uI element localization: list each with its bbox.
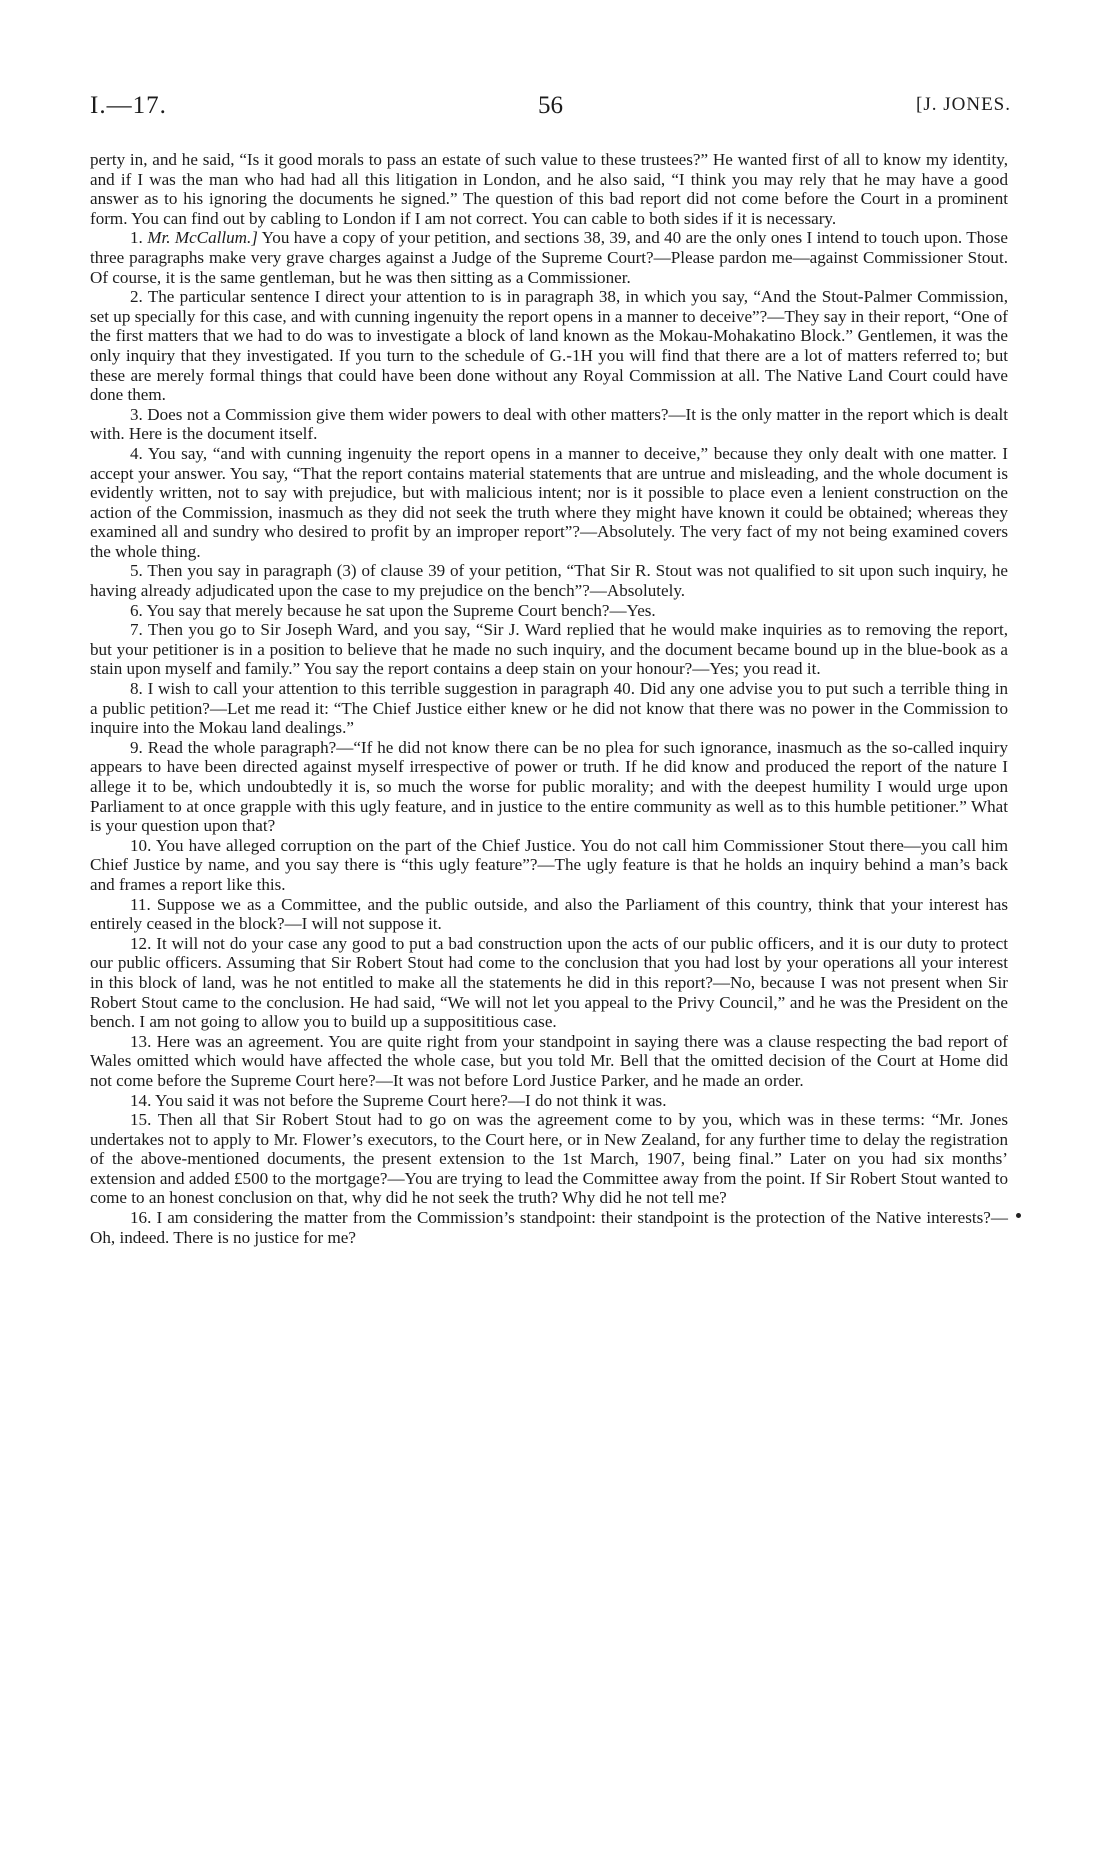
question-10: 10. You have alleged corruption on the part of the Chief Justice. You do not call him Commissioner Stout there—you call him Chief Justice by name, and you say there is “this ugly feature”?—The ugly feature is that he holds an inquiry behind a man’s back and frames a report like this. xyxy=(90,835,1008,894)
question-8: 8. I wish to call your attention to this terrible suggestion in paragraph 40. Did any one advise you to put such a terrible thing in a public petition?—Let me read it: “The Chief Justice either knew or he did not know that there was no power in the Commission to inquire into the Mokau land dealings.” xyxy=(90,679,1008,738)
paragraph-continuation: perty in, and he said, “Is it good morals to pass an estate of such value to these trustees?” He wanted first of all to know my identity, and if I was the man who had had all this litigation in London, and he also said, “I think you may rely that he may have a good answer as to his ignoring the documents he signed.” The question of this bad report did not come before the Court in a prominent form. You can find out by cabling to London if I am not correct. You can cable to both sides if it is necessary. xyxy=(90,150,1008,228)
question-11: 11. Suppose we as a Committee, and the public outside, and also the Parliament of this country, think that your interest has entirely ceased in the block?—I will not suppose it. xyxy=(90,894,1008,934)
page-number: 56 xyxy=(538,92,563,119)
question-3: 3. Does not a Commission give them wider powers to deal with other matters?—It is the only matter in the report which is dealt with. Here is the document itself. xyxy=(90,404,1008,444)
speaker-name: Mr. McCallum.] xyxy=(147,228,258,248)
question-7: 7. Then you go to Sir Joseph Ward, and you say, “Sir J. Ward replied that he would make inquiries as to removing the report, but your petitioner is in a position to believe that he made no such inquiry, and the document became bound up in the blue-book as a stain upon myself and family.” You say the report contains a deep stain on your honour?—Yes; you read it. xyxy=(90,620,1008,679)
question-5: 5. Then you say in paragraph (3) of clause 39 of your petition, “That Sir R. Stout was not qualified to sit upon such inquiry, he having already adjudicated upon the case to my prejudice on the bench”?—Absolutely. xyxy=(90,561,1008,601)
question-16: 16. I am considering the matter from the Commission’s standpoint: their standpoint is the protection of the Native interests?—Oh, indeed. There is no justice for me? xyxy=(90,1208,1008,1247)
question-2: 2. The particular sentence I direct your attention to is in paragraph 38, in which you say, “And the Stout-Palmer Commission, set up specially for this case, and with cunning ingenuity the report opens in a manner to deceive”?—They say in their report, “One of the first matters that we had to do was to investigate a block of land known as the Mokau-Mohakatino Block.” Gentlemen, it was the only inquiry that they investigated. If you turn to the schedule of G.-1H you will find that there are a lot of matters referred to; but these are merely formal things that could have been done without any Royal Commission at all. The Native Land Court could have done them. xyxy=(90,287,1008,405)
witness-name: [J. JONES. xyxy=(916,94,1011,115)
question-9: 9. Read the whole paragraph?—“If he did not know there can be no plea for such ignorance, inasmuch as the so-called inquiry appears to have been directed against myself irrespective of power or truth. If he did know and produced the report of the nature I allege it to be, which undoubtedly it is, so much the worse for public morality; and with the deepest humility I would urge upon Parliament to at once grapple with this ugly feature, and in justice to the entire community as well as to this humble petitioner.” What is your question upon that? xyxy=(90,737,1009,836)
question-1: 1. Mr. McCallum.] You have a copy of your petition, and sections 38, 39, and 40 are the only ones I intend to touch upon. Those three paragraphs make very grave charges against a Judge of the Supreme Court?—Please pardon me—against Commissioner Stout. Of course, it is the same gentleman, but he was then sitting as a Commissioner. xyxy=(90,228,1008,287)
question-15: 15. Then all that Sir Robert Stout had to go on was the agreement come to by you, which was in these terms: “Mr. Jones undertakes not to apply to Mr. Flower’s executors, to the Court here, or in New Zealand, for any further time to delay the registration of the above-mentioned documents, the present extension to the 1st March, 1907, being final.” Later on you had six months’ extension and added £500 to the mortgage?—You are trying to lead the Committee away from the point. If Sir Robert Stout wanted to come to an honest conclusion on that, why did he not seek the truth? Why did he not tell me? xyxy=(90,1110,1008,1208)
margin-dot-mark xyxy=(1016,1213,1021,1218)
document-reference: I.—17. xyxy=(90,92,167,119)
page-body xyxy=(90,150,1008,1247)
question-4: 4. You say, “and with cunning ingenuity the report opens in a manner to deceive,” because they only dealt with one matter. I accept your answer. You say, “That the report contains material statements that are untrue and misleading, and the whole document is evidently written, not to say with prejudice, but with malicious intent; nor is it possible to place even a lenient construction on the action of the Commission, inasmuch as they did not seek the truth where they might have known it could be obtained; whereas they examined all and sundry who desired to profit by an improper report”?—Absolutely. The very fact of my not being examined covers the whole thing. xyxy=(90,443,1008,561)
page-header xyxy=(90,92,1011,128)
question-14: 14. You said it was not before the Supreme Court here?—I do not think it was. xyxy=(130,1090,667,1110)
question-13: 13. Here was an agreement. You are quite right from your standpoint in saying there was a clause respecting the bad report of Wales omitted which would have affected the whole case, but you told Mr. Bell that the omitted decision of the Court at Home did not come before the Supreme Court here?—It was not before Lord Justice Parker, and he made an order. xyxy=(90,1031,1008,1090)
question-6: 6. You say that merely because he sat upon the Supreme Court bench?—Yes. xyxy=(130,600,656,620)
question-12: 12. It will not do your case any good to put a bad construction upon the acts of our public officers, and it is our duty to protect our public officers. Assuming that Sir Robert Stout had come to the conclusion that you had lost by your operations all your interest in this block of land, was he not entitled to make all the statements he did in this report?—No, because I was not present when Sir Robert Stout came to the conclusion. He had said, “We will not let you appeal to the Privy Council,” and he was the President on the bench. I am not going to allow you to build up a supposititious case. xyxy=(90,933,1008,1032)
